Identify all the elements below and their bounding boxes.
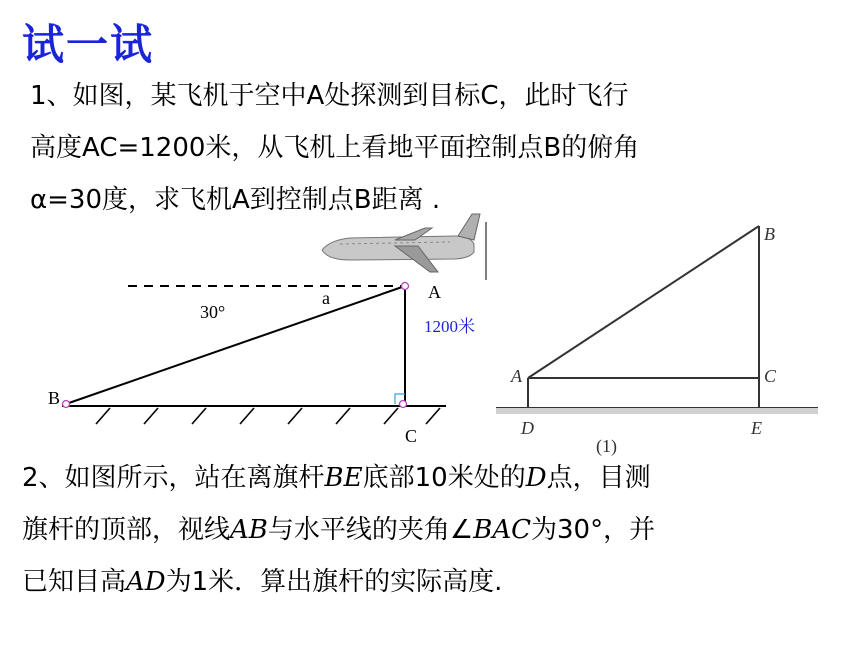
figure-2 <box>496 224 818 457</box>
problem-1-line: α=30度，求飞机A到控制点B距离 . <box>30 185 441 215</box>
label-b-2: B <box>764 224 775 244</box>
text-run: 旗杆的顶部，视线 <box>22 515 231 545</box>
airplane-icon <box>322 214 486 280</box>
label-c-2: C <box>764 366 777 386</box>
figure-1 <box>48 214 486 446</box>
problem-2-line-3 <box>22 556 655 608</box>
label-b: B <box>48 388 61 408</box>
math-angle: BAC <box>473 515 531 545</box>
label-e-2: E <box>751 418 762 438</box>
label-d-2: D <box>521 418 534 438</box>
height-label: 1200米 <box>424 317 475 336</box>
text-run: 为1米．算出旗杆的实际高度. <box>165 567 503 597</box>
angle-label: 30° <box>200 302 226 322</box>
text-run: 为30°，并 <box>531 515 656 545</box>
line-ab-2 <box>528 226 759 378</box>
math-segment: AB <box>230 515 268 545</box>
ground-band <box>496 408 818 414</box>
math-segment: AD <box>126 567 166 597</box>
text-run: 点，目测 <box>546 463 651 493</box>
text-run: 与水平线的夹角∠ <box>267 515 474 545</box>
point-a <box>402 283 409 290</box>
page-title: 试一试 <box>22 20 155 69</box>
text-run: 2、如图所示，站在离旗杆 <box>22 463 325 493</box>
problem-1-line: 1、如图，某飞机于空中A处探测到目标C，此时飞行 <box>30 81 629 111</box>
ground-hatching <box>96 408 440 424</box>
problem-2-text <box>22 452 655 608</box>
label-angle-a: a <box>322 288 330 308</box>
label-a: A <box>428 282 441 302</box>
text-run: 已知目高 <box>22 567 127 597</box>
line-ab <box>66 286 405 404</box>
point-c <box>400 401 407 408</box>
label-a-2: A <box>511 366 522 386</box>
problem-2-line-2 <box>22 504 655 556</box>
math-segment: BE <box>324 463 363 493</box>
problem-1-line: 高度AC=1200米，从飞机上看地平面控制点B的俯角 <box>30 133 640 163</box>
point-b <box>63 401 70 408</box>
math-point: D <box>525 463 547 493</box>
label-c: C <box>405 426 418 446</box>
text-run: 底部10米处的 <box>362 463 526 493</box>
problem-2-line-1 <box>22 452 655 504</box>
figure-caption: (1) <box>596 436 617 456</box>
